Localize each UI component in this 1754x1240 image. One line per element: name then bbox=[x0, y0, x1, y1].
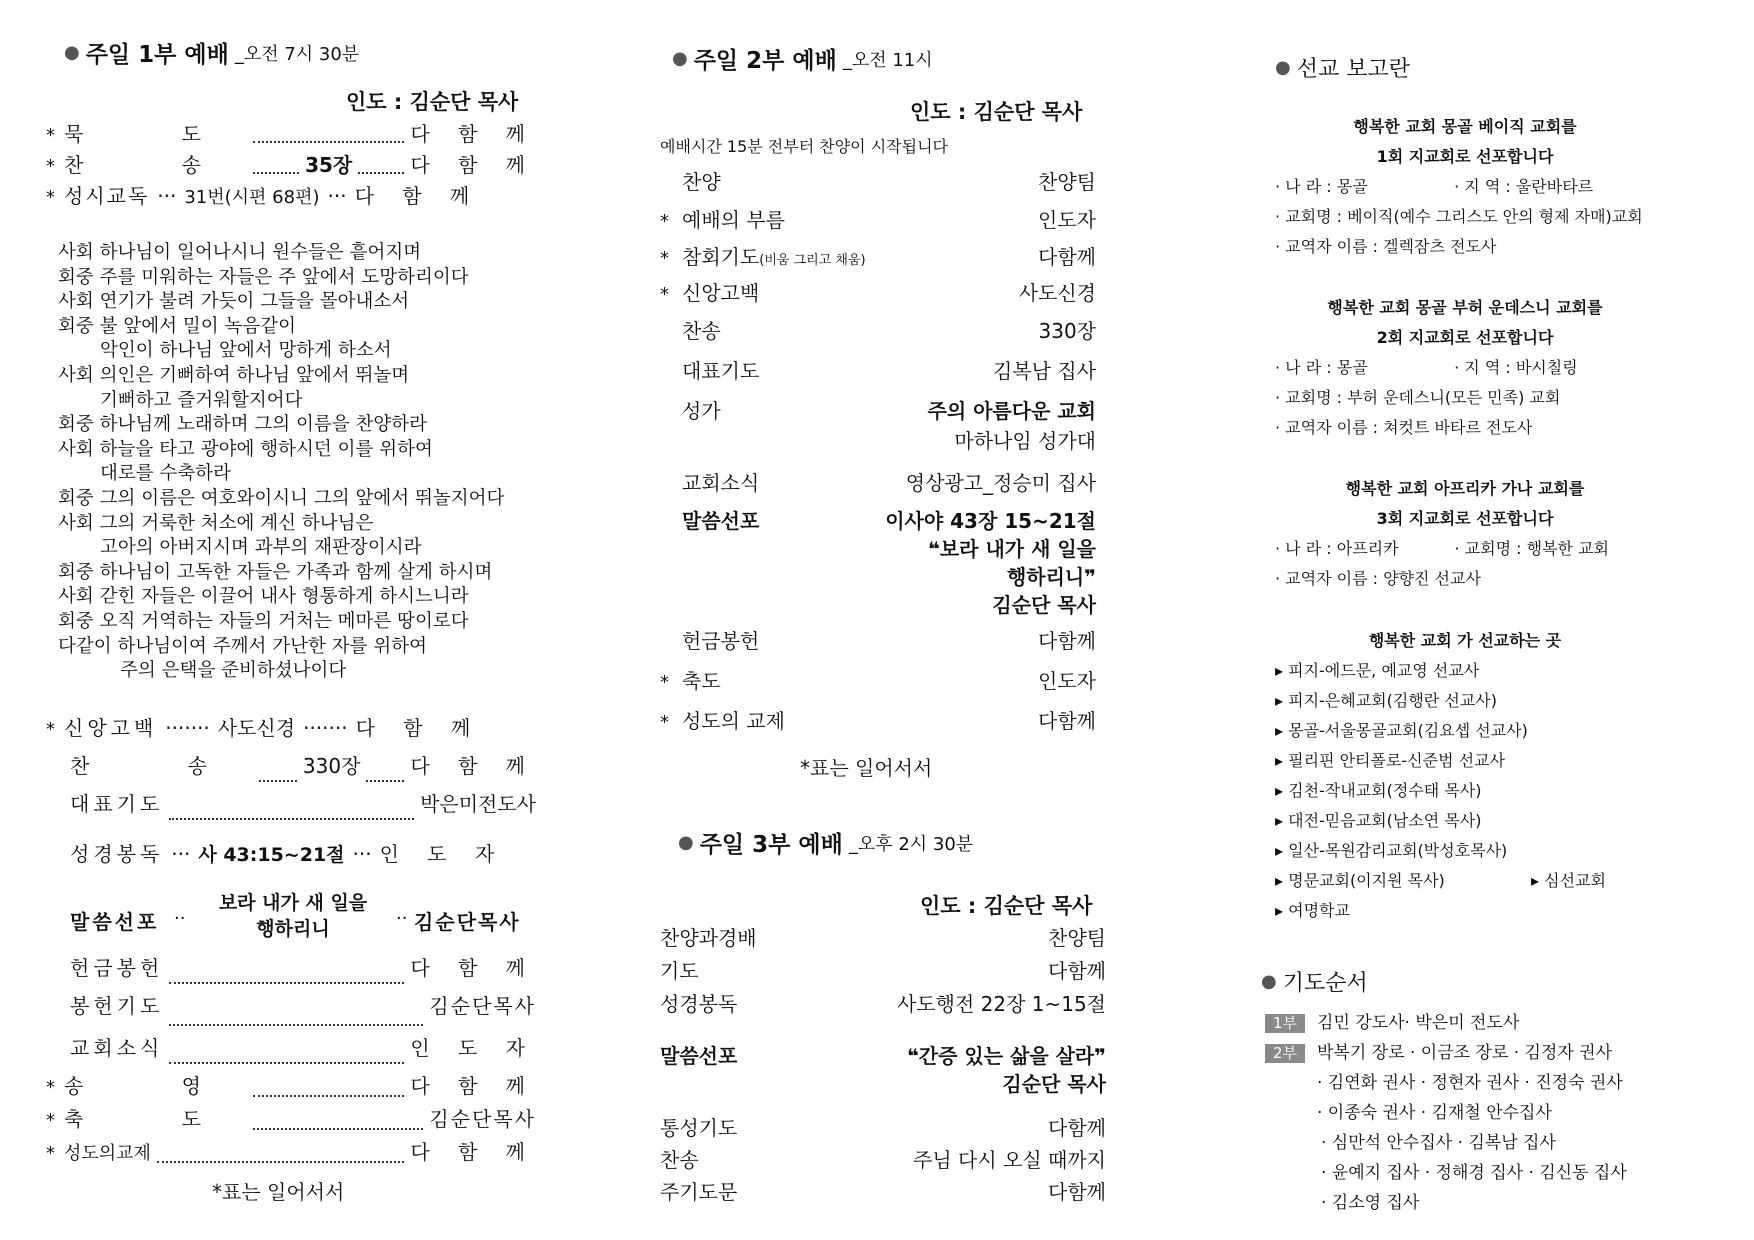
order-label: 찬양 bbox=[682, 170, 721, 194]
prayer-order-title-text: 기도순서 bbox=[1282, 971, 1368, 996]
order-label: 봉헌기도 bbox=[70, 994, 164, 1018]
order-right: 다 함 께 bbox=[410, 153, 536, 177]
service2-title bbox=[672, 42, 933, 75]
order-item bbox=[46, 788, 536, 826]
bullet-icon: ● bbox=[678, 832, 694, 853]
service2-note: *표는 일어서서 bbox=[800, 756, 933, 780]
order-item bbox=[46, 149, 536, 180]
service2-time: _오전 11시 bbox=[842, 49, 933, 71]
mission-head: 행복한 교회 몽골 베이직 교회를 bbox=[1353, 117, 1577, 136]
sermon-title-line: 행하리니❞ bbox=[1006, 565, 1096, 589]
mission-detail: · 교역자 이름 : 쳐컷트 바타르 전도사 bbox=[1275, 418, 1533, 437]
order-right: 사도신경 bbox=[1018, 281, 1096, 305]
sermon-preacher: 김순단 목사 bbox=[992, 593, 1096, 617]
order-label: 헌금봉헌 bbox=[682, 629, 760, 653]
service1-sermon: 말씀선포 ·· 보라 내가 새 일을 행하리니 ·· 김순단목사 bbox=[70, 892, 521, 940]
mission-place: ▸ 일산-목원감리교회(박성호목사) bbox=[1275, 841, 1508, 860]
leader-dots bbox=[366, 779, 404, 782]
order-right: 김복남 집사 bbox=[993, 359, 1096, 383]
reading-line: 사회 의인은 기뻐하여 하나님 앞에서 뛰놀며 bbox=[58, 364, 410, 386]
order-item bbox=[660, 277, 1096, 315]
mission-place: ▸ 대전-믿음교회(남소연 목사) bbox=[1275, 811, 1482, 830]
sermon-title-line: ❝간증 있는 삶을 살라❞ bbox=[907, 1044, 1106, 1068]
leader-dots bbox=[259, 779, 297, 782]
sermon-title bbox=[198, 890, 388, 942]
order-item bbox=[660, 204, 1096, 241]
bullet-icon: ● bbox=[64, 42, 80, 63]
stand-mark: * bbox=[46, 1110, 55, 1131]
reading-line: 고아의 아버지시며 과부의 재판장이시라 bbox=[100, 537, 422, 559]
order-label: 성시교독 bbox=[64, 184, 150, 208]
leader-dots bbox=[253, 140, 404, 143]
mission-places-head: 행복한 교회 가 선교하는 곳 bbox=[1368, 631, 1562, 650]
order-right: 다 함 께 bbox=[410, 122, 536, 146]
stand-mark: * bbox=[660, 672, 669, 693]
order-item bbox=[660, 1144, 1106, 1176]
order-label: 축 도 bbox=[64, 1107, 247, 1131]
order-label: 성경봉독 bbox=[660, 992, 738, 1016]
order-label-note: (비움 그리고 채움) bbox=[759, 253, 866, 268]
reading-line: 사회 갇힌 자들은 이끌어 내사 형통하게 하시느니라 bbox=[58, 586, 469, 608]
order-mid: 31번(시편 68편) bbox=[184, 187, 320, 208]
order-label: 기도 bbox=[660, 959, 699, 983]
stand-mark: * bbox=[660, 712, 669, 733]
order-item bbox=[46, 750, 536, 788]
service3-order bbox=[660, 922, 1106, 1208]
order-item bbox=[660, 241, 1096, 277]
leader-dots bbox=[358, 171, 404, 174]
order-item bbox=[46, 1032, 536, 1070]
leader-dots bbox=[169, 1061, 404, 1064]
service3-time: _오후 2시 30분 bbox=[848, 833, 974, 855]
order-right: 영상광고_정승미 집사 bbox=[905, 471, 1096, 495]
order-label: 성가 bbox=[682, 399, 721, 423]
mission-title-text: 선교 보고란 bbox=[1296, 57, 1410, 82]
service1-order-bottom bbox=[46, 952, 536, 1169]
order-item bbox=[46, 990, 536, 1032]
anthem-choir: 마하나임 성가대 bbox=[954, 429, 1096, 453]
order-item: * 신앙고백 ······· 사도신경 ······· 다 함 께 bbox=[46, 712, 536, 750]
order-item bbox=[660, 1112, 1106, 1144]
reading-line: 회중 주를 미워하는 자들은 주 앞에서 도망하리이다 bbox=[58, 266, 469, 288]
mission-place: ▸ 김천-작내교회(정수태 목사) bbox=[1275, 781, 1482, 800]
order-item bbox=[660, 395, 1096, 461]
order-label: 교회소식 bbox=[70, 1036, 164, 1060]
order-item bbox=[46, 118, 536, 149]
order-item bbox=[660, 1176, 1106, 1208]
reading-line: 악인이 하나님 앞에서 망하게 하소서 bbox=[100, 340, 392, 362]
order-label: 예배의 부름 bbox=[682, 208, 785, 232]
leader-dots bbox=[157, 1160, 404, 1163]
prayer-names: · 김연화 권사 · 정현자 권사 · 진정숙 권사 bbox=[1317, 1073, 1623, 1093]
order-label: 찬 송 bbox=[64, 153, 247, 177]
service1-title-text: 주일 1부 예배 bbox=[85, 42, 229, 68]
bullet-icon: ● bbox=[1261, 971, 1277, 992]
order-label: 축도 bbox=[682, 669, 721, 693]
mission-block bbox=[1275, 293, 1655, 443]
order-item bbox=[660, 988, 1106, 1032]
order-right: 다 함 께 bbox=[410, 1140, 536, 1164]
prayer-names: · 김소영 집사 bbox=[1321, 1193, 1420, 1213]
order-item bbox=[46, 952, 536, 990]
mission-head: 3회 지교회로 선포합니다 bbox=[1376, 509, 1554, 528]
order-label: 참회기도 bbox=[682, 245, 760, 269]
mission-detail: · 교회명 : 베이직(예수 그리스도 안의 형제 자매)교회 bbox=[1275, 207, 1643, 226]
mission-place: ▸ 필리핀 안티폴로-신준범 선교사 bbox=[1275, 751, 1505, 770]
stand-mark: * bbox=[46, 187, 55, 208]
sermon-title-line: 행하리니 bbox=[256, 918, 330, 940]
order-label: 말씀선포 bbox=[682, 509, 760, 533]
order-label: 신앙고백 bbox=[682, 281, 760, 305]
order-mid: 330장 bbox=[302, 754, 361, 778]
order-label: 성경봉독 bbox=[70, 842, 164, 866]
service2-sermon bbox=[660, 505, 1096, 625]
sermon-title-line: 보라 내가 새 일을 bbox=[218, 892, 368, 914]
sermon-scripture: 이사야 43장 15~21절 bbox=[885, 509, 1096, 533]
reading-line: 사회 그의 거룩한 처소에 계신 하나님은 bbox=[58, 512, 374, 534]
responsive-reading bbox=[58, 241, 504, 684]
order-label: 교회소식 bbox=[682, 471, 760, 495]
order-label: 성도의 교제 bbox=[682, 709, 785, 733]
order-right: 사도행전 22장 1~15절 bbox=[896, 992, 1106, 1016]
leader-dots bbox=[169, 1023, 423, 1026]
reading-line: 대로를 수축하라 bbox=[100, 463, 231, 485]
service2-title-text: 주일 2부 예배 bbox=[693, 48, 837, 74]
reading-line: 사회 하늘을 타고 광야에 행하시던 이를 위하여 bbox=[58, 438, 433, 460]
order-item bbox=[660, 922, 1106, 955]
reading-line: 회중 그의 이름은 여호와이시니 그의 앞에서 뛰놀지어다 bbox=[58, 487, 505, 509]
order-right: 인 도 자 bbox=[379, 842, 506, 866]
order-label: 찬양과경배 bbox=[660, 926, 757, 950]
mission-head: 행복한 교회 아프리카 가나 교회를 bbox=[1345, 479, 1585, 498]
order-item: 성경봉독 ··· 사 43:15~21절 ··· 인 도 자 bbox=[46, 826, 536, 890]
service2-order bbox=[660, 166, 1096, 743]
service3-title-text: 주일 3부 예배 bbox=[699, 832, 843, 858]
mission-detail: · 나 라 : 아프리카 · 교회명 : 행복한 교회 bbox=[1275, 539, 1609, 558]
leader-dots bbox=[169, 817, 414, 820]
order-label: 대표기도 bbox=[70, 792, 164, 816]
order-label: 찬송 bbox=[682, 319, 721, 343]
mission-place: ▸ 심선교회 bbox=[1531, 871, 1606, 890]
prayer-names: 박복기 장로 · 이금조 장로 · 김정자 권사 bbox=[1317, 1043, 1613, 1063]
mission-detail: · 교회명 : 부허 운데스니(모든 민족) 교회 bbox=[1275, 388, 1561, 407]
order-label: 대표기도 bbox=[682, 359, 760, 383]
service1-time: _오전 7시 30분 bbox=[234, 43, 360, 65]
bullet-icon: ● bbox=[672, 48, 688, 69]
service3-sermon bbox=[660, 1032, 1106, 1106]
stand-mark: * bbox=[46, 719, 55, 740]
order-item bbox=[660, 705, 1096, 743]
order-item bbox=[660, 625, 1096, 665]
mission-block bbox=[1275, 112, 1655, 262]
service-tag: 2부 bbox=[1265, 1044, 1305, 1063]
sermon-title-line: ❝보라 내가 새 일을 bbox=[928, 537, 1096, 561]
mission-place: ▸ 몽골-서울몽골교회(김요셉 선교사) bbox=[1275, 721, 1528, 740]
prayer-names: 김민 강도사· 박은미 전도사 bbox=[1317, 1013, 1520, 1033]
mission-place-row bbox=[1275, 866, 1655, 896]
reading-line: 회중 오직 거역하는 자들의 거처는 메마른 땅이로다 bbox=[58, 610, 469, 632]
prayer-names: · 심만석 안수집사 · 김복남 집사 bbox=[1321, 1133, 1556, 1153]
prayer-names: · 윤예지 집사 · 정해경 집사 · 김신동 집사 bbox=[1321, 1163, 1627, 1183]
mission-detail: · 교역자 이름 : 겔렉잠츠 전도사 bbox=[1275, 237, 1497, 256]
prayer-order-title bbox=[1261, 966, 1368, 997]
order-right: 다함께 bbox=[1038, 629, 1096, 653]
bullet-icon: ● bbox=[1275, 57, 1291, 78]
prayer-names: · 이종숙 권사 · 김재철 안수집사 bbox=[1317, 1103, 1552, 1123]
order-right: 다함께 bbox=[1048, 959, 1106, 983]
order-right: 김순단목사 bbox=[429, 1107, 536, 1131]
service1-order-mid bbox=[46, 712, 536, 890]
service1-note: *표는 일어서서 bbox=[212, 1180, 345, 1204]
mission-place: ▸ 피지-은혜교회(김행란 선교사) bbox=[1275, 691, 1497, 710]
stand-mark: * bbox=[46, 1143, 55, 1164]
order-right: 다 함 께 bbox=[355, 716, 482, 740]
stand-mark: * bbox=[660, 211, 669, 232]
mission-block bbox=[1275, 474, 1655, 594]
order-right: 다 함 께 bbox=[410, 1074, 536, 1098]
order-right: 찬양팀 bbox=[1048, 926, 1106, 950]
order-right: 다함께 bbox=[1038, 709, 1096, 733]
prayer-line bbox=[1265, 1008, 1685, 1038]
order-item: * 성시교독 ··· 31번(시편 68편) ··· 다 함 께 bbox=[46, 180, 536, 211]
order-item bbox=[660, 355, 1096, 395]
order-item bbox=[660, 166, 1096, 204]
order-label: 통성기도 bbox=[660, 1116, 738, 1140]
leader-dots bbox=[169, 981, 404, 984]
order-item bbox=[46, 1103, 536, 1136]
order-item bbox=[660, 315, 1096, 355]
mission-place: ▸ 명문교회(이지원 목사) bbox=[1275, 871, 1445, 890]
reading-line: 주의 은택을 준비하셨나이다 bbox=[120, 660, 347, 682]
order-mid: 사 43:15~21절 bbox=[198, 844, 345, 866]
order-right: 인 도 자 bbox=[410, 1036, 536, 1060]
service1-title bbox=[64, 36, 359, 69]
order-item bbox=[660, 955, 1106, 988]
mission-head: 2회 지교회로 선포합니다 bbox=[1376, 328, 1554, 347]
order-label: 성도의교제 bbox=[64, 1143, 151, 1164]
service1-order-top bbox=[46, 118, 536, 211]
stand-mark: * bbox=[46, 156, 55, 177]
order-right: 인도자 bbox=[1038, 208, 1096, 232]
order-label: 찬 송 bbox=[70, 754, 253, 778]
order-right: 주님 다시 오실 때까지 bbox=[913, 1148, 1106, 1172]
stand-mark: * bbox=[660, 248, 669, 269]
service-tag: 1부 bbox=[1265, 1014, 1305, 1033]
mission-detail: · 교역자 이름 : 양향진 선교사 bbox=[1275, 569, 1481, 588]
order-right: 다 함 께 bbox=[354, 184, 481, 208]
order-label: 주기도문 bbox=[660, 1180, 738, 1204]
order-right: 330장 bbox=[1038, 319, 1096, 343]
order-right: 다 함 께 bbox=[410, 956, 536, 980]
prayer-line bbox=[1265, 1038, 1685, 1068]
reading-line: 사회 하나님이 일어나시니 원수들은 흩어지며 bbox=[58, 242, 422, 263]
leader-dots bbox=[253, 171, 299, 174]
order-label: 말씀선포 bbox=[660, 1044, 738, 1068]
stand-mark: * bbox=[46, 1077, 55, 1098]
leader-dots bbox=[253, 1094, 404, 1097]
mission-places bbox=[1275, 626, 1655, 926]
mission-place: ▸ 피지-에드문, 예교영 선교사 bbox=[1275, 661, 1480, 680]
order-right: 다함께 bbox=[1048, 1116, 1106, 1140]
order-item bbox=[46, 1070, 536, 1103]
prayer-order bbox=[1265, 1008, 1685, 1218]
order-label: 헌금봉헌 bbox=[70, 956, 164, 980]
reading-line: 다같이 하나님이여 주께서 가난한 자를 위하여 bbox=[58, 635, 427, 657]
order-right: 인도자 bbox=[1038, 669, 1096, 693]
order-right: 김순단목사 bbox=[414, 910, 521, 934]
sermon-preacher: 김순단 목사 bbox=[1002, 1072, 1106, 1096]
order-right: 다함께 bbox=[1038, 245, 1096, 269]
service1-leader: 인도 : 김순단 목사 bbox=[346, 90, 519, 114]
leader-dots bbox=[253, 1127, 423, 1130]
order-mid: 35장 bbox=[305, 153, 353, 177]
service3-title bbox=[678, 826, 973, 859]
order-right: 찬양팀 bbox=[1038, 170, 1096, 194]
mission-detail: · 나 라 : 몽골 · 지 역 : 울란바타르 bbox=[1275, 177, 1594, 196]
order-item bbox=[46, 1136, 536, 1169]
reading-line: 기뻐하고 즐거워할지어다 bbox=[100, 389, 303, 411]
order-item bbox=[660, 461, 1096, 505]
anthem-title: 주의 아름다운 교회 bbox=[927, 399, 1096, 423]
order-right: 다 함 께 bbox=[410, 754, 536, 778]
mission-place: ▸ 여명학교 bbox=[1275, 901, 1350, 920]
reading-line: 회중 불 앞에서 밀이 녹음같이 bbox=[58, 315, 296, 337]
order-mid: 사도신경 bbox=[217, 716, 296, 740]
service3-leader: 인도 : 김순단 목사 bbox=[920, 894, 1093, 918]
service2-intro: 예배시간 15분 전부터 찬양이 시작됩니다 bbox=[660, 137, 948, 156]
mission-title bbox=[1275, 52, 1410, 83]
service2-leader: 인도 : 김순단 목사 bbox=[910, 100, 1083, 124]
order-item bbox=[660, 665, 1096, 705]
reading-line: 회중 하나님께 노래하며 그의 이름을 찬양하라 bbox=[58, 414, 427, 436]
order-label: 신앙고백 bbox=[64, 716, 158, 740]
mission-head: 행복한 교회 몽골 부허 운데스니 교회를 bbox=[1327, 298, 1603, 317]
order-label: 묵 도 bbox=[64, 122, 247, 146]
reading-line: 사회 연기가 불려 가듯이 그들을 몰아내소서 bbox=[58, 291, 410, 313]
order-label: 말씀선포 bbox=[70, 910, 160, 934]
order-label: 찬송 bbox=[660, 1148, 699, 1172]
order-right: 김순단목사 bbox=[429, 994, 536, 1018]
reading-line: 회중 하나님이 고독한 자들은 가족과 함께 살게 하시며 bbox=[58, 561, 493, 583]
mission-detail: · 나 라 : 몽골 · 지 역 : 바시칠링 bbox=[1275, 358, 1578, 377]
stand-mark: * bbox=[660, 284, 669, 305]
order-right: 다함께 bbox=[1048, 1180, 1106, 1204]
order-label: 송 영 bbox=[64, 1074, 247, 1098]
mission-head: 1회 지교회로 선포합니다 bbox=[1376, 147, 1554, 166]
stand-mark: * bbox=[46, 125, 55, 146]
order-right: 박은미전도사 bbox=[420, 792, 536, 816]
